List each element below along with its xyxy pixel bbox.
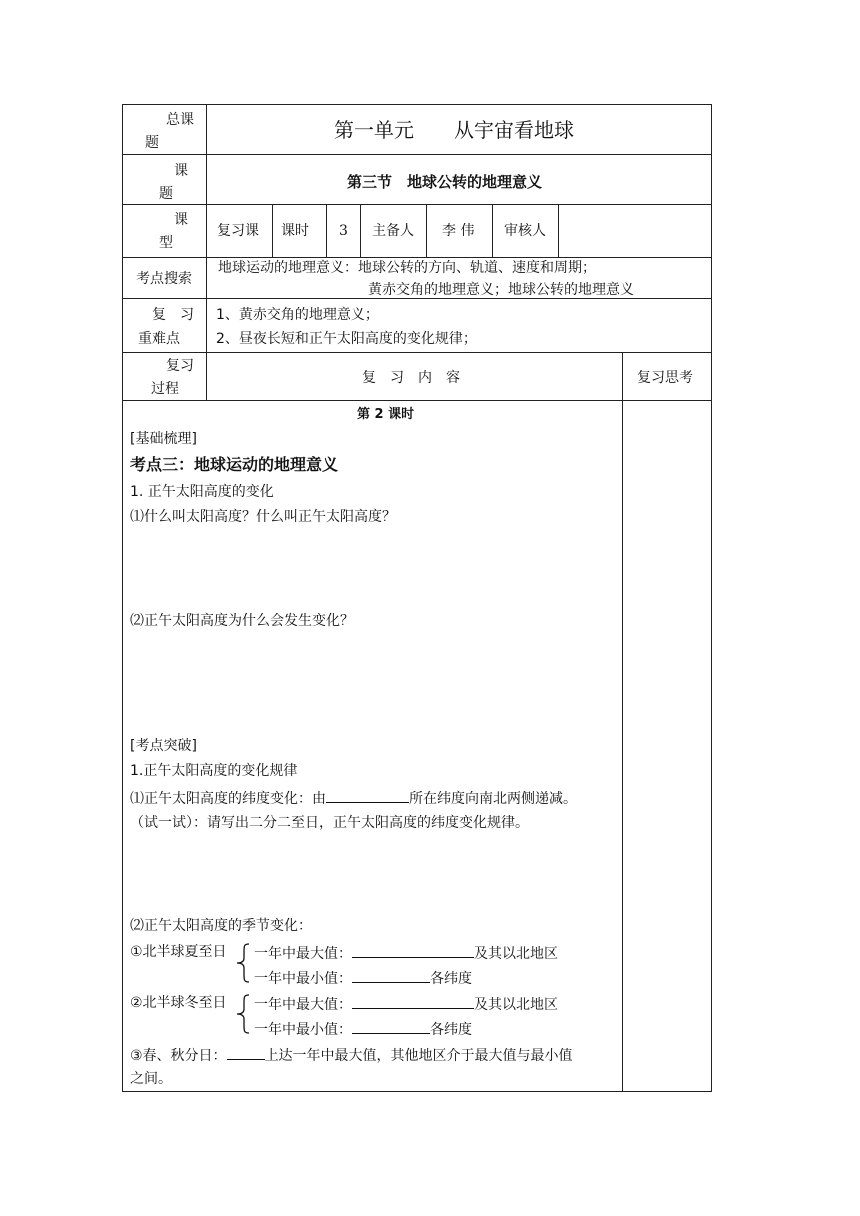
summer-max-line (254, 943, 558, 963)
equinox-line (130, 1045, 573, 1065)
search-line-1: 地球运动的地理意义：地球公转的方向、轨道、速度和周期； (218, 260, 596, 276)
latitude-change-line (130, 788, 577, 808)
summer-max-suffix: 及其以北地区 (474, 946, 558, 962)
reviewer-label: 审核人 (504, 223, 546, 239)
latitude-change-prefix: ⑴正午太阳高度的纬度变化：由 (130, 791, 326, 807)
fill-blank[interactable] (352, 943, 474, 958)
winter-max-line (254, 994, 558, 1014)
search-line-2: 黄赤交角的地理意义；地球公转的地理意义 (368, 282, 634, 298)
lesson-number: 第 2 课时 (357, 407, 415, 422)
equinox-text: 上达一年中最大值，其他地区介于最大值与最小值 (264, 1048, 573, 1064)
thinking-label: 复习思考 (637, 370, 693, 386)
question-1a: ⑴什么叫太阳高度？什么叫正午太阳高度？ (130, 509, 396, 525)
type-value: 复习课 (217, 223, 259, 239)
winter-max-label: 一年中最大值： (254, 997, 352, 1013)
winter-min-line (254, 1019, 472, 1039)
summer-min-label: 一年中最小值： (254, 971, 352, 987)
equinox-line-2: 之间。 (130, 1071, 172, 1087)
question-1b: ⑵正午太阳高度为什么会发生变化？ (130, 613, 354, 629)
winter-solstice-label: ②北半球冬至日 (130, 995, 227, 1011)
breakthrough-heading: [考点突破] (130, 738, 197, 754)
process-label: 复习 (166, 358, 194, 374)
key-points-label-2: 重难点 (138, 331, 180, 347)
key-point-2: 2、昼夜长短和正午太阳高度的变化规律； (216, 331, 477, 347)
fill-blank[interactable] (352, 1019, 430, 1034)
basics-heading: [基础梳理] (130, 431, 197, 447)
content-label: 复 习 内 容 (362, 370, 460, 386)
winter-min-suffix: 各纬度 (430, 1022, 472, 1038)
fill-blank[interactable] (352, 994, 474, 1009)
summer-min-suffix: 各纬度 (430, 971, 472, 987)
type-label: 课 (174, 212, 188, 228)
total-topic-label-2: 题 (145, 135, 159, 151)
equinox-label: ③春、秋分日： (130, 1048, 227, 1064)
question-1: 1. 正午太阳高度的变化 (130, 484, 274, 500)
total-topic-title: 第一单元 从宇宙看地球 (334, 118, 574, 142)
try-exercise: （试一试）：请写出二分二至日，正午太阳高度的纬度变化规律。 (130, 815, 529, 831)
fill-blank[interactable] (227, 1045, 265, 1060)
total-topic-label: 总课 (166, 112, 194, 128)
process-label-2: 过程 (151, 381, 179, 397)
topic-label: 课 (174, 163, 188, 179)
winter-brace-icon (235, 993, 251, 1035)
section-title: 第三节 地球公转的地理意义 (347, 173, 543, 191)
winter-min-label: 一年中最小值： (254, 1022, 352, 1038)
fill-blank[interactable] (326, 788, 409, 803)
fill-blank[interactable] (352, 968, 430, 983)
season-change-heading: ⑵正午太阳高度的季节变化： (130, 918, 312, 934)
preparer-label: 主备人 (372, 223, 414, 239)
hours-value: 3 (339, 223, 348, 239)
search-label: 考点搜索 (136, 271, 192, 287)
summer-brace-icon (235, 942, 251, 984)
point-three-heading: 考点三：地球运动的地理意义 (130, 455, 339, 474)
preparer-value: 李 伟 (442, 223, 475, 239)
key-points-label: 复 习 (152, 307, 194, 323)
hours-label: 课时 (281, 223, 309, 239)
latitude-change-suffix: 所在纬度向南北两侧递减。 (409, 791, 577, 807)
type-label-2: 型 (159, 235, 173, 251)
winter-max-suffix: 及其以北地区 (474, 997, 558, 1013)
rule-title: 1.正午太阳高度的变化规律 (130, 763, 298, 779)
summer-min-line (254, 968, 472, 988)
topic-label-2: 题 (159, 186, 173, 202)
summer-solstice-label: ①北半球夏至日 (130, 944, 227, 960)
key-point-1: 1、黄赤交角的地理意义； (216, 307, 379, 323)
summer-max-label: 一年中最大值： (254, 946, 352, 962)
